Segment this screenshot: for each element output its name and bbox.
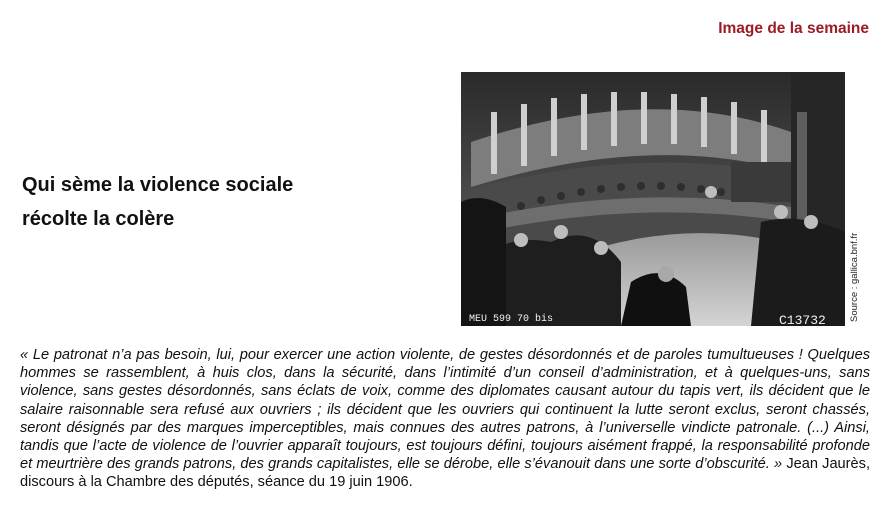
image-of-the-week-label: Image de la semaine	[718, 20, 869, 37]
chamber-of-deputies-photo	[461, 72, 845, 326]
jaures-quote	[20, 346, 870, 492]
headline-line-1: Qui sème la violence sociale	[22, 174, 294, 196]
photo-source-credit: Source : gallica.bnf.fr	[849, 232, 860, 322]
headline	[22, 168, 293, 236]
archive-mark-right: C13732	[779, 313, 826, 326]
quote-text: « Le patronat n’a pas besoin, lui, pour exercer une action violente, de gestes désordonnés et de paroles tumultueuses ! Quelques hommes se rassemblent, à huis clos, dans la sécurité, dans l’intimité d’un conseil d’administration, et à quelques-uns, sans violence, sans gestes désordonnés, sans éclats de voix, comme des diplomates causant autour du tapis vert, ils décident que le salaire raisonnable sera refusé aux ouvriers ; ils décident que les ouvriers qui continuent la lutte seront exclus, seront chassés, seront désignés par des marques imperceptibles, mais connues des autres patrons, à l’universelle vindicte patronale. (...) Ainsi, tandis que l’acte de violence de l’ouvrier apparaît toujours, est toujours défini, toujours aisément frappé, la responsabilité profonde et meurtrière des grands patrons, des grands capitalistes, elle se dérobe, elle s’évanouit dans une sorte d’obscurité. »	[20, 347, 870, 473]
archive-mark-left: MEU 599 70 bis	[469, 314, 554, 325]
chamber-photo-illustration	[461, 72, 845, 326]
quote-attribution: Jean Jaurès, discours à la Chambre des députés, séance du 19 juin 1906.	[20, 456, 871, 491]
headline-line-2: récolte la colère	[22, 208, 175, 230]
